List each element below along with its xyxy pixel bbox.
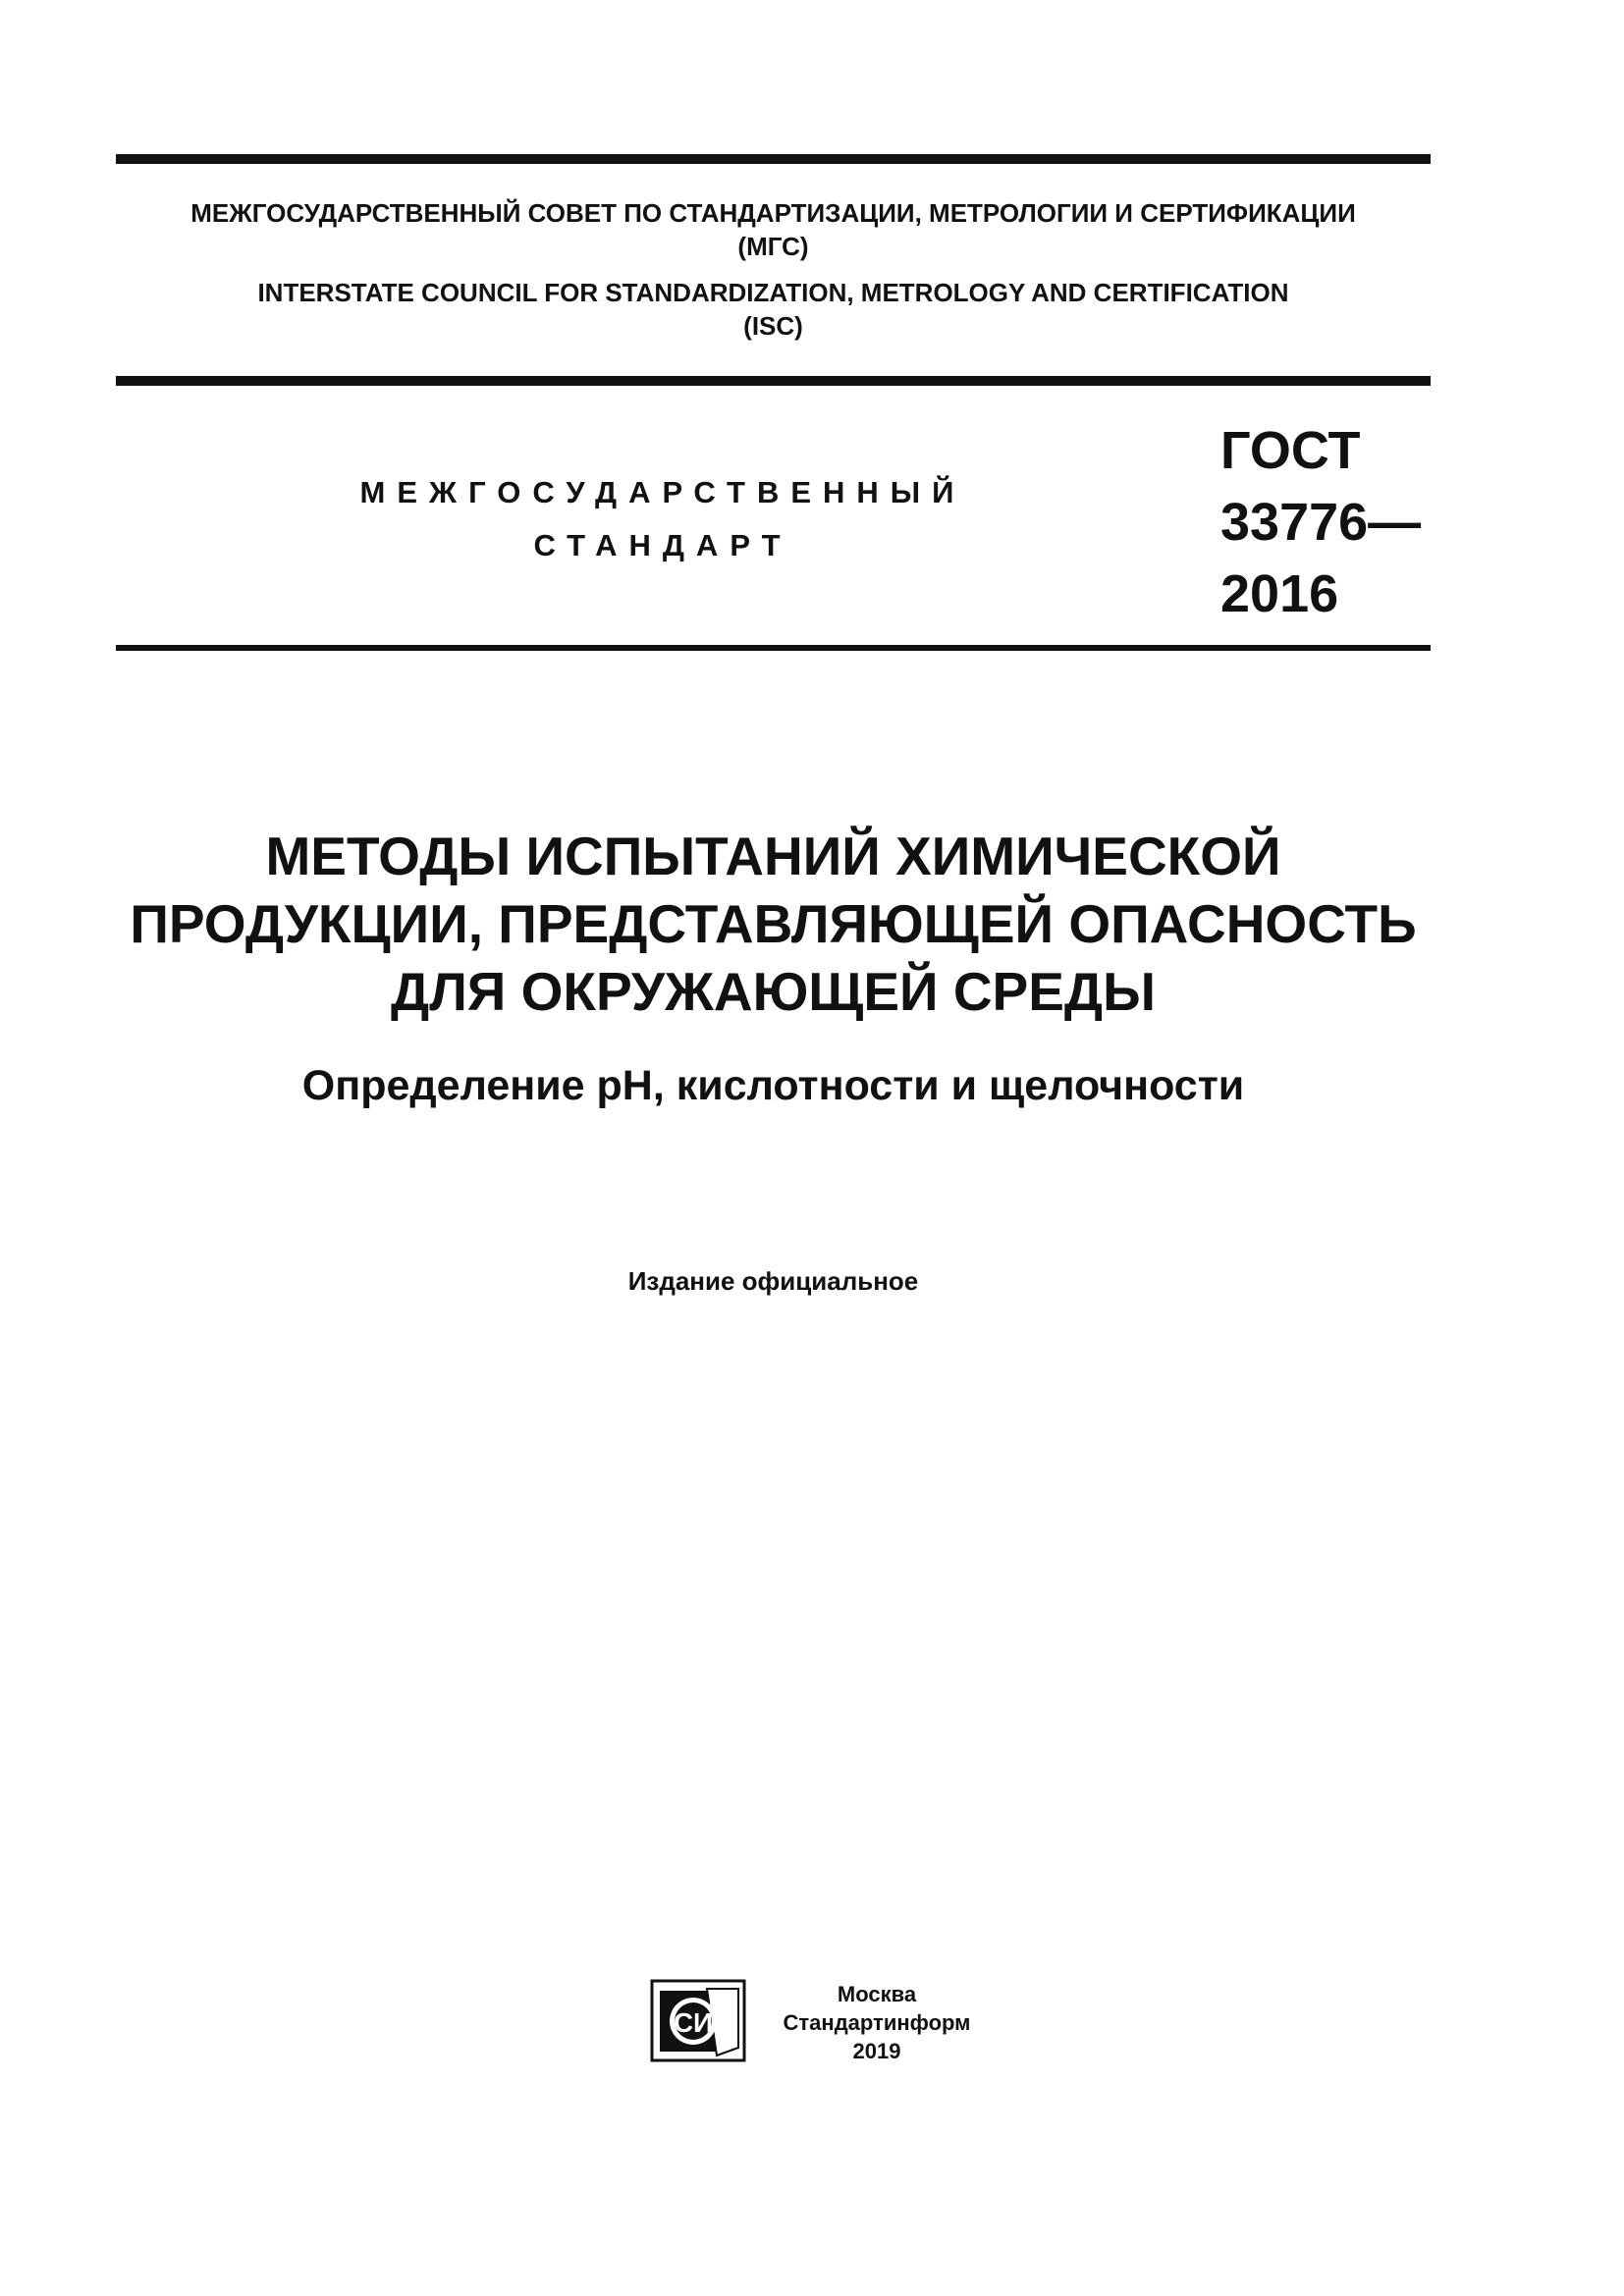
document-title bbox=[88, 823, 1458, 1026]
council-name-en-line: INTERSTATE COUNCIL FOR STANDARDIZATION, METROLOGY AND CERTIFICATION bbox=[257, 278, 1289, 307]
document-title-line1: МЕТОДЫ ИСПЫТАНИЙ ХИМИЧЕСКОЙ bbox=[265, 826, 1281, 886]
edition-label: Издание официальное bbox=[627, 1266, 919, 1296]
publication-year: 2019 bbox=[852, 2039, 901, 2063]
council-name-ru bbox=[116, 196, 1431, 263]
gost-designation bbox=[1220, 415, 1421, 630]
publisher-block bbox=[761, 1980, 993, 2065]
publisher-name: Стандартинформ bbox=[783, 2010, 971, 2035]
top-rule bbox=[116, 154, 1431, 164]
council-abbr-ru: (МГС) bbox=[737, 232, 809, 261]
logo-text: СИ bbox=[673, 2007, 714, 2038]
council-name-ru-line: МЕЖГОСУДАРСТВЕННЫЙ СОВЕТ ПО СТАНДАРТИЗАЦИИ, МЕТРОЛОГИИ И СЕРТИФИКАЦИИ bbox=[190, 198, 1356, 228]
standartinform-logo-icon bbox=[650, 1979, 746, 2062]
gost-designation-line2: 33776— bbox=[1220, 493, 1422, 552]
standard-kind-line2: СТАНДАРТ bbox=[533, 528, 792, 562]
document-subtitle: Определение pH, кислотности и щелочности bbox=[301, 1062, 1245, 1109]
council-abbr-en: (ISC) bbox=[743, 311, 803, 341]
standard-kind bbox=[324, 466, 1001, 572]
publisher-city: Москва bbox=[837, 1982, 917, 2006]
document-title-line3: ДЛЯ ОКРУЖАЮЩЕЙ СРЕДЫ bbox=[391, 961, 1156, 1022]
gost-designation-line3: 2016 bbox=[1220, 564, 1339, 623]
designation-rule bbox=[116, 645, 1431, 651]
council-name-en bbox=[116, 276, 1431, 343]
gost-designation-line1: ГОСТ bbox=[1220, 421, 1361, 480]
standard-kind-line1: МЕЖГОСУДАРСТВЕННЫЙ bbox=[359, 475, 966, 509]
header-rule bbox=[116, 376, 1431, 386]
document-title-line2: ПРОДУКЦИИ, ПРЕДСТАВЛЯЮЩЕЙ ОПАСНОСТЬ bbox=[130, 893, 1417, 954]
